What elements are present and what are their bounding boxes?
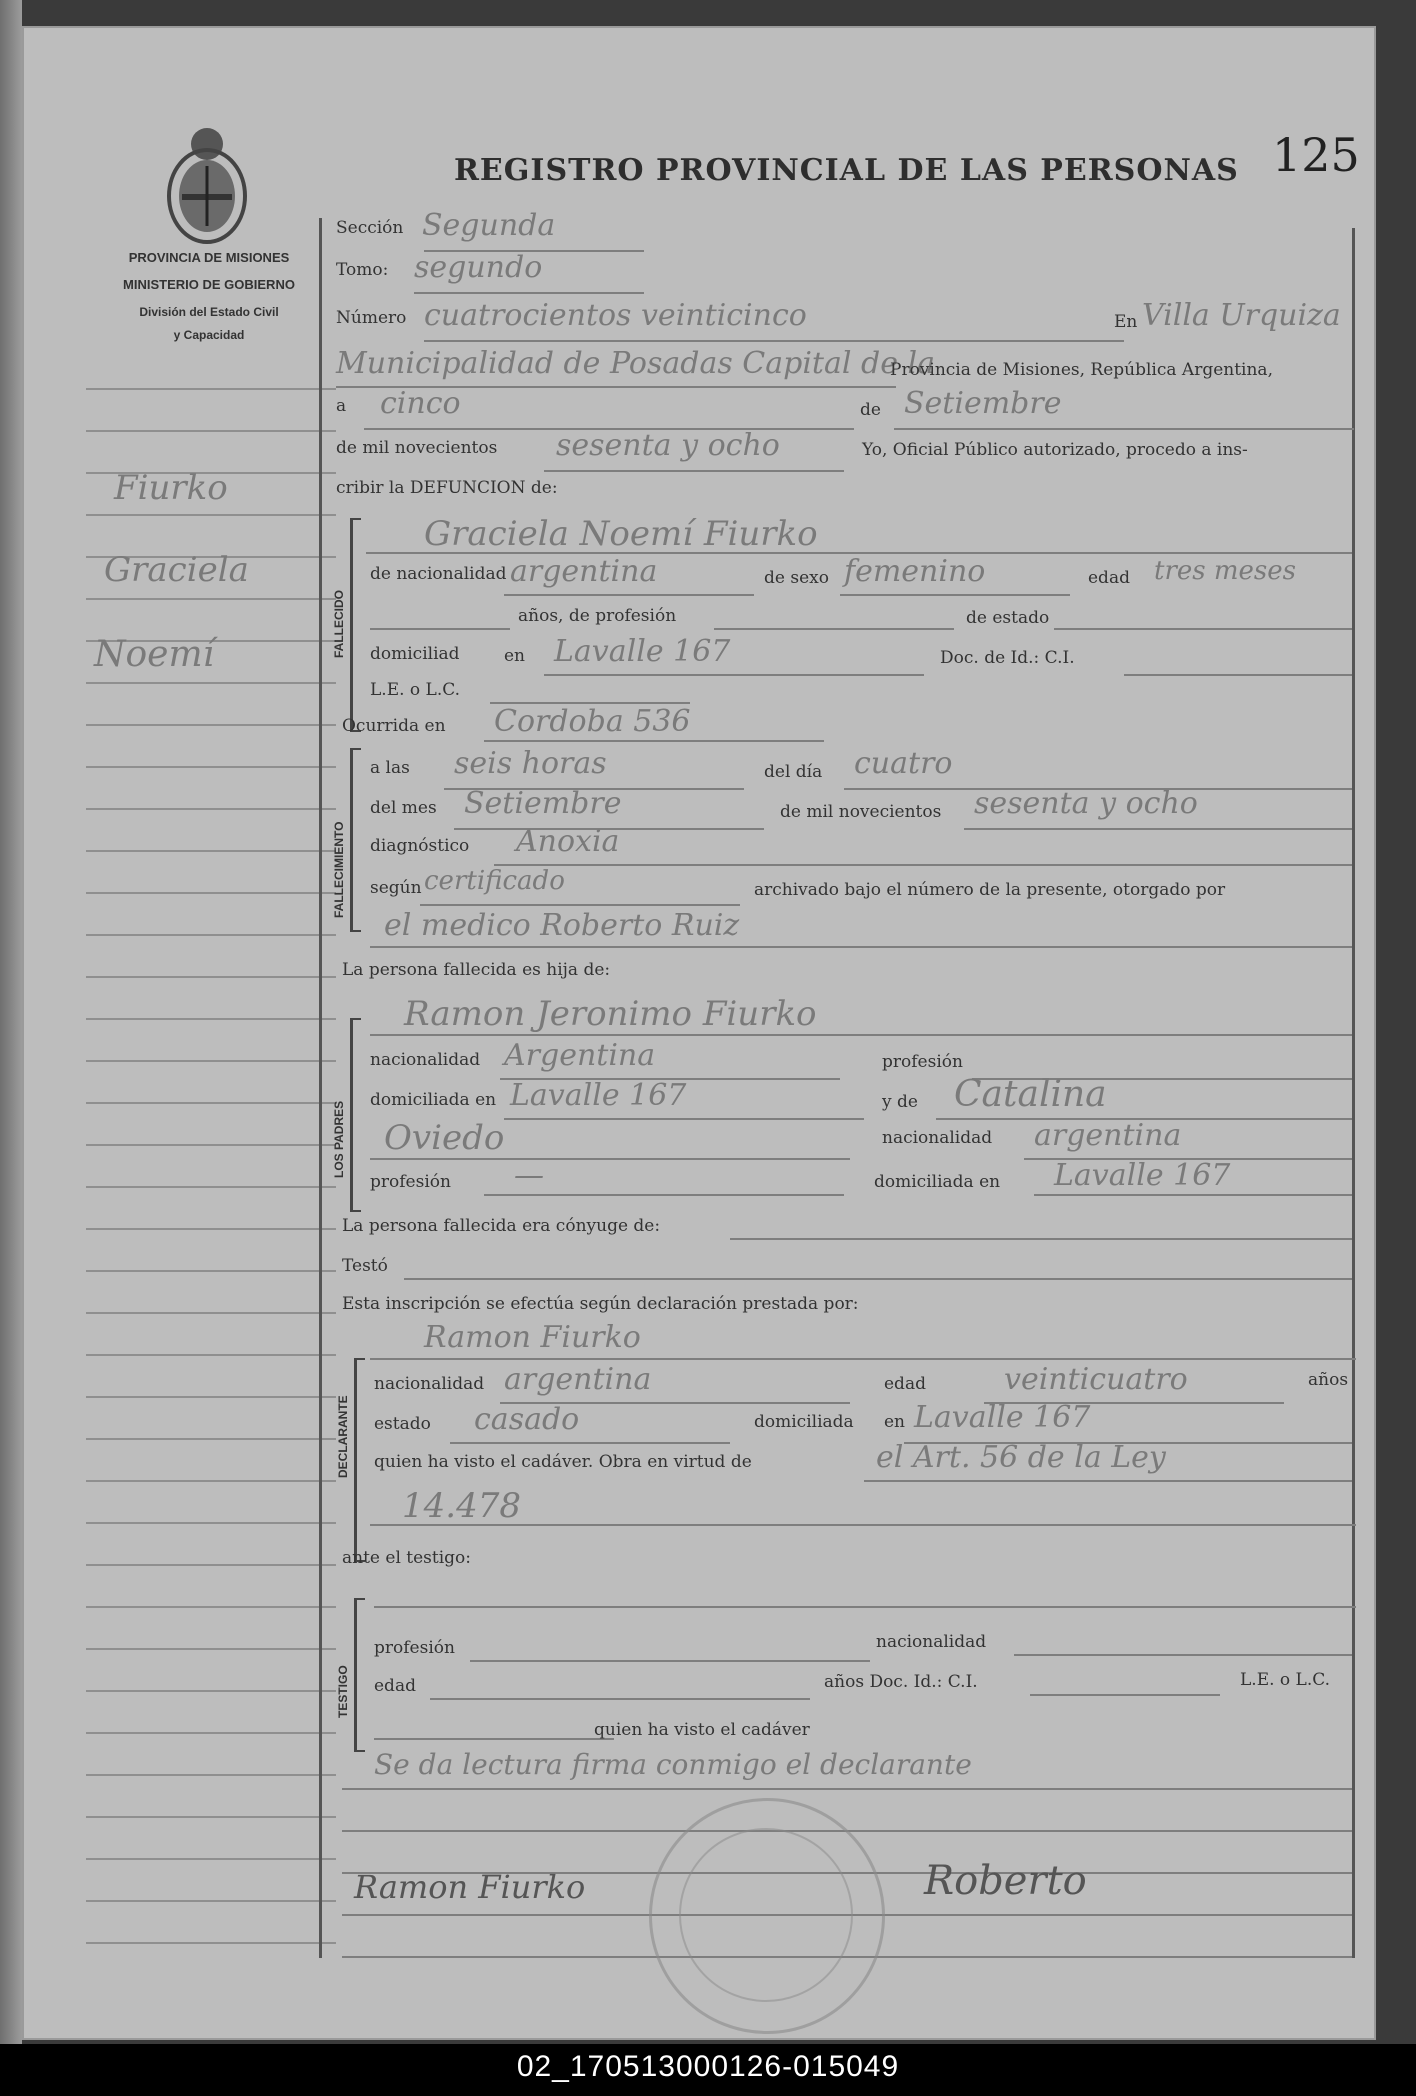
margin-rule bbox=[86, 1060, 336, 1062]
label-doc: Doc. de Id.: C.I. bbox=[940, 648, 1075, 668]
value-lugar: Municipalidad de Posadas Capital de la bbox=[336, 346, 935, 381]
label-nacionalidad-testigo: nacionalidad bbox=[876, 1632, 987, 1652]
label-en: En bbox=[1114, 312, 1138, 332]
value-domicilio-declarante: Lavalle 167 bbox=[914, 1400, 1091, 1435]
page-title: REGISTRO PROVINCIAL DE LAS PERSONAS bbox=[454, 153, 1239, 188]
value-tomo: segundo bbox=[414, 250, 543, 285]
label-inscripcion: Esta inscripción se efectúa según declaración prestada por: bbox=[342, 1294, 859, 1314]
label-tomo: Tomo: bbox=[336, 260, 389, 280]
rule bbox=[894, 428, 1354, 430]
label-numero: Número bbox=[336, 308, 407, 328]
value-nacionalidad-padre: Argentina bbox=[504, 1038, 656, 1073]
label-profesion-padre: profesión bbox=[882, 1052, 963, 1072]
rule bbox=[420, 904, 740, 906]
label-profesion-testigo: profesión bbox=[374, 1638, 455, 1658]
label-archivado: archivado bajo el número de la presente, otorgado por bbox=[754, 880, 1226, 900]
value-mes: Setiembre bbox=[904, 386, 1062, 421]
book-spine bbox=[0, 0, 22, 2096]
label-sexo: de sexo bbox=[764, 568, 829, 588]
margin-rule bbox=[86, 850, 336, 852]
page-number: 125 bbox=[1272, 128, 1360, 182]
margin-rule bbox=[86, 1774, 336, 1776]
value-domicilio-madre: Lavalle 167 bbox=[1054, 1158, 1231, 1193]
section-bracket bbox=[354, 1598, 365, 1752]
right-border bbox=[1352, 228, 1355, 1958]
value-numero: cuatrocientos veinticinco bbox=[424, 298, 807, 333]
label-estado-declarante: estado bbox=[374, 1414, 431, 1434]
rule bbox=[544, 674, 924, 676]
value-ocurrida: Cordoba 536 bbox=[494, 704, 691, 739]
value-declarante: Ramon Fiurko bbox=[424, 1320, 641, 1355]
signature-declarante: Ramon Fiurko bbox=[354, 1868, 586, 1906]
rule bbox=[964, 828, 1352, 830]
rule bbox=[374, 1606, 1356, 1608]
label-provincia: Provincia de Misiones, República Argentina, bbox=[890, 360, 1273, 380]
label-testo: Testó bbox=[342, 1256, 388, 1276]
rule bbox=[370, 1358, 1356, 1360]
margin-rule bbox=[86, 1228, 336, 1230]
value-del-dia: cuatro bbox=[854, 746, 953, 781]
image-caption: 02_170513000126-015049 bbox=[516, 2050, 900, 2083]
label-conyuge: La persona fallecida era cónyuge de: bbox=[342, 1216, 661, 1236]
margin-rule bbox=[86, 1102, 336, 1104]
official-seal-inner bbox=[679, 1828, 853, 2002]
value-madre-apellido: Oviedo bbox=[384, 1118, 505, 1158]
label-diagnostico: diagnóstico bbox=[370, 836, 470, 856]
signature-oficial: Roberto bbox=[924, 1858, 1087, 1904]
institution-line-2: MINISTERIO DE GOBIERNO bbox=[123, 277, 295, 292]
label-ante-testigo: ante el testigo: bbox=[342, 1548, 472, 1568]
label-en-dom: en bbox=[504, 646, 526, 666]
value-a: cinco bbox=[380, 386, 461, 421]
margin-rule bbox=[86, 1942, 336, 1944]
value-sexo: femenino bbox=[844, 554, 986, 589]
label-del-mes: del mes bbox=[370, 798, 437, 818]
value-del-mes: Setiembre bbox=[464, 786, 622, 821]
label-anos-declarante: años bbox=[1308, 1370, 1349, 1390]
label-del-dia: del día bbox=[764, 762, 823, 782]
margin-rule bbox=[86, 1480, 336, 1482]
label-hija-de: La persona fallecida es hija de: bbox=[342, 960, 611, 980]
margin-rule bbox=[86, 1396, 336, 1398]
margin-rule bbox=[86, 934, 336, 936]
margin-rule bbox=[86, 1690, 336, 1692]
register-page bbox=[22, 26, 1376, 2040]
rule bbox=[504, 1118, 864, 1120]
margin-rule bbox=[86, 1648, 336, 1650]
side-label-declarante: DECLARANTE bbox=[336, 1395, 350, 1478]
rule bbox=[370, 946, 1352, 948]
rule bbox=[864, 1480, 1352, 1482]
rule bbox=[1124, 674, 1352, 676]
margin-rule bbox=[86, 1312, 336, 1314]
value-segun: certificado bbox=[424, 866, 565, 896]
margin-rule bbox=[86, 1900, 336, 1902]
label-seccion: Sección bbox=[336, 218, 404, 238]
value-domicilio-padre: Lavalle 167 bbox=[510, 1078, 687, 1113]
value-nacionalidad-declarante: argentina bbox=[504, 1362, 652, 1397]
label-y-de: y de bbox=[882, 1092, 918, 1112]
margin-rule bbox=[86, 808, 336, 810]
label-nacionalidad-padre: nacionalidad bbox=[370, 1050, 481, 1070]
margin-rule bbox=[86, 1438, 336, 1440]
margin-surname: Fiurko bbox=[114, 468, 228, 508]
label-anos-profesion: años, de profesión bbox=[518, 606, 677, 626]
label-profesion-madre: profesión bbox=[370, 1172, 451, 1192]
value-obra: el Art. 56 de la Ley bbox=[876, 1440, 1166, 1475]
rule bbox=[374, 1738, 614, 1740]
label-de: de bbox=[860, 400, 881, 420]
value-nombre: Graciela Noemí Fiurko bbox=[424, 514, 818, 554]
margin-rule bbox=[86, 1858, 336, 1860]
label-segun: según bbox=[370, 878, 422, 898]
label-de-estado: de estado bbox=[966, 608, 1050, 628]
side-label-padres: LOS PADRES bbox=[332, 1100, 346, 1178]
value-profesion-madre: — bbox=[514, 1158, 544, 1193]
value-en: Villa Urquiza bbox=[1142, 298, 1341, 333]
side-label-fallecido: FALLECIDO bbox=[332, 590, 346, 658]
rule bbox=[714, 628, 954, 630]
label-domiciliada-padre: domiciliada en bbox=[370, 1090, 497, 1110]
rule bbox=[1014, 1654, 1352, 1656]
label-edad-declarante: edad bbox=[884, 1374, 926, 1394]
margin-rule bbox=[86, 1816, 336, 1818]
label-le-lc: L.E. o L.C. bbox=[370, 680, 461, 700]
section-bracket bbox=[350, 518, 361, 732]
value-madre: Catalina bbox=[954, 1074, 1107, 1115]
rule bbox=[430, 1698, 810, 1700]
margin-rule bbox=[86, 1732, 336, 1734]
label-domiciliado: domiciliad bbox=[370, 644, 460, 664]
label-a-las: a las bbox=[370, 758, 410, 778]
value-medico: el medico Roberto Ruiz bbox=[384, 908, 740, 943]
rule bbox=[544, 470, 844, 472]
value-edad-declarante: veinticuatro bbox=[1004, 1362, 1188, 1397]
margin-rule bbox=[86, 1606, 336, 1608]
value-a-las: seis horas bbox=[454, 746, 607, 781]
margin-rule bbox=[86, 724, 336, 726]
rule bbox=[370, 1524, 1356, 1526]
value-anio-2: sesenta y ocho bbox=[974, 786, 1198, 821]
rule bbox=[470, 1660, 870, 1662]
label-cribir: cribir la DEFUNCION de: bbox=[336, 478, 558, 498]
margin-rule bbox=[86, 430, 336, 432]
rule bbox=[730, 1238, 1352, 1240]
rule bbox=[504, 594, 754, 596]
rule bbox=[342, 1788, 1352, 1790]
value-seccion: Segunda bbox=[422, 208, 556, 243]
margin-rule bbox=[86, 892, 336, 894]
label-anos-doc-testigo: años Doc. Id.: C.I. bbox=[824, 1672, 978, 1692]
label-edad-testigo: edad bbox=[374, 1676, 416, 1696]
label-domiciliada-declarante: domiciliada bbox=[754, 1412, 854, 1432]
label-a: a bbox=[336, 396, 347, 416]
label-quien-visto: quien ha visto el cadáver. Obra en virtud de bbox=[374, 1452, 752, 1472]
label-edad: edad bbox=[1088, 568, 1130, 588]
margin-first-name: Graciela bbox=[104, 550, 249, 590]
label-de-mil: de mil novecientos bbox=[336, 438, 498, 458]
label-oficial: Yo, Oficial Público autorizado, procedo a ins- bbox=[862, 440, 1248, 460]
value-nota: Se da lectura firma conmigo el declarante bbox=[374, 1748, 972, 1781]
label-domiciliada-madre: domiciliada en bbox=[874, 1172, 1001, 1192]
column-divider bbox=[319, 218, 322, 1958]
rule bbox=[484, 1194, 844, 1196]
rule bbox=[840, 594, 1070, 596]
label-ocurrida: Ocurrida en bbox=[342, 716, 446, 736]
institution-line-1: PROVINCIA DE MISIONES bbox=[128, 250, 290, 265]
coat-of-arms-icon bbox=[164, 124, 250, 244]
label-quien-visto-testigo: quien ha visto el cadáver bbox=[594, 1720, 810, 1740]
margin-rule bbox=[86, 388, 336, 390]
rule bbox=[1054, 628, 1352, 630]
margin-rule bbox=[86, 1186, 336, 1188]
rule bbox=[484, 740, 824, 742]
rule bbox=[1034, 1194, 1352, 1196]
label-nacionalidad-madre: nacionalidad bbox=[882, 1128, 993, 1148]
value-domicilio: Lavalle 167 bbox=[554, 634, 731, 669]
margin-second-name: Noemí bbox=[94, 634, 215, 675]
institution-line-4: y Capacidad bbox=[173, 328, 245, 342]
margin-rule bbox=[86, 598, 336, 600]
rule bbox=[450, 1442, 730, 1444]
value-ley: 14.478 bbox=[402, 1486, 521, 1526]
margin-rule bbox=[86, 976, 336, 978]
margin-rule bbox=[86, 682, 336, 684]
margin-rule bbox=[86, 1018, 336, 1020]
section-bracket bbox=[350, 748, 361, 932]
rule bbox=[370, 1158, 850, 1160]
margin-rule bbox=[86, 766, 336, 768]
margin-rule bbox=[86, 1522, 336, 1524]
section-bracket bbox=[350, 1018, 361, 1212]
rule bbox=[424, 340, 1124, 342]
section-bracket bbox=[354, 1358, 365, 1562]
label-de-mil-2: de mil novecientos bbox=[780, 802, 942, 822]
value-nacionalidad: argentina bbox=[510, 554, 658, 589]
margin-rule bbox=[86, 1564, 336, 1566]
institution-line-3: División del Estado Civil bbox=[139, 305, 279, 319]
value-estado-declarante: casado bbox=[474, 1402, 580, 1437]
value-edad: tres meses bbox=[1154, 556, 1296, 586]
margin-rule bbox=[86, 1270, 336, 1272]
label-nacionalidad-declarante: nacionalidad bbox=[374, 1374, 485, 1394]
rule bbox=[370, 628, 510, 630]
label-en-declarante: en bbox=[884, 1412, 906, 1432]
rule bbox=[370, 1034, 1352, 1036]
rule bbox=[404, 1278, 1352, 1280]
value-diagnostico: Anoxia bbox=[516, 824, 620, 859]
label-nacionalidad: de nacionalidad bbox=[370, 564, 507, 584]
side-label-testigo: TESTIGO bbox=[336, 1665, 350, 1718]
label-le-lc-testigo: L.E. o L.C. bbox=[1240, 1670, 1331, 1690]
value-padre: Ramon Jeronimo Fiurko bbox=[404, 994, 817, 1034]
margin-rule bbox=[86, 1144, 336, 1146]
rule bbox=[494, 864, 1352, 866]
margin-rule bbox=[86, 514, 336, 516]
rule bbox=[1030, 1694, 1220, 1696]
value-anio: sesenta y ocho bbox=[556, 428, 780, 463]
value-nacionalidad-madre: argentina bbox=[1034, 1118, 1182, 1153]
side-label-fallecimiento: FALLECIMIENTO bbox=[332, 821, 346, 918]
margin-rule bbox=[86, 1354, 336, 1356]
rule bbox=[414, 292, 644, 294]
